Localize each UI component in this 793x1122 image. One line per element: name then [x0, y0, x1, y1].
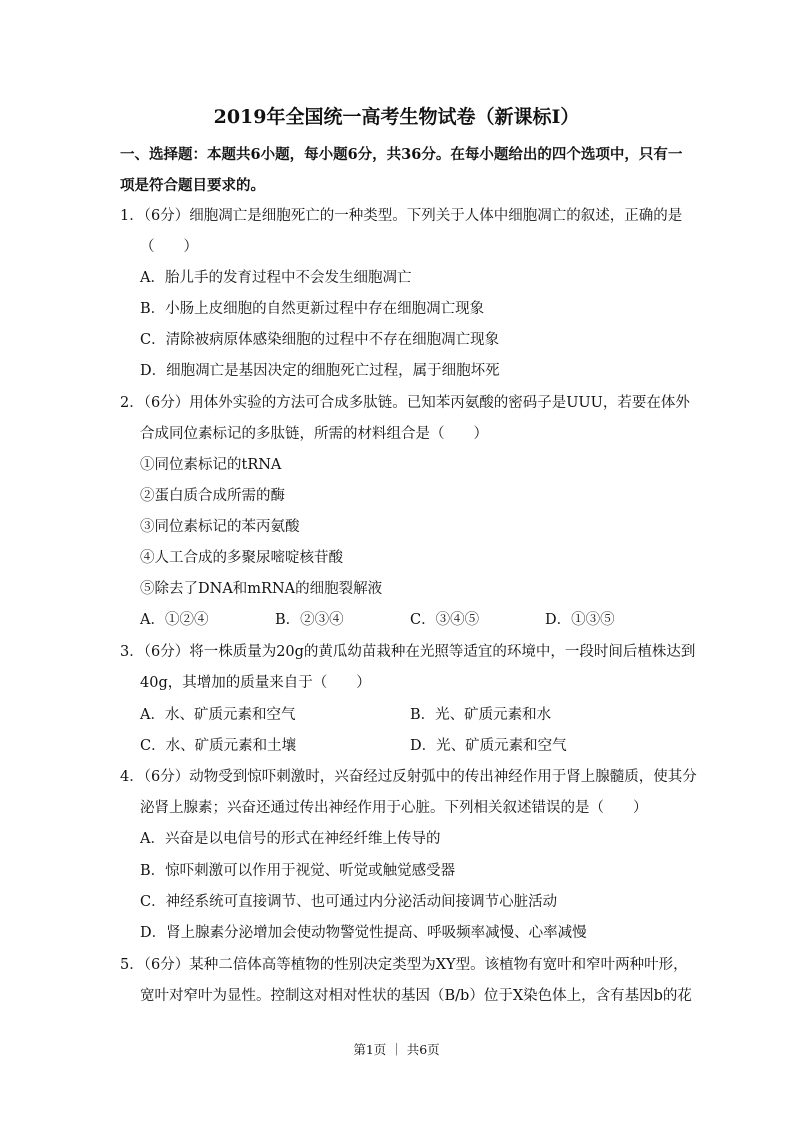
section-heading-line-2: 项是符合题目要求的。 — [120, 177, 265, 194]
page-footer: 第1页 ｜ 共6页 — [353, 1042, 440, 1057]
q4-option-d: D．肾上腺素分泌增加会使动物警觉性提高、呼吸频率减慢、心率减慢 — [140, 925, 587, 941]
q1-stem-line-2: （ ） — [140, 239, 198, 255]
q2-item-2: ②蛋白质合成所需的酶 — [140, 488, 285, 504]
page-title: 2019年全国统一高考生物试卷（新课标Ⅰ） — [213, 106, 580, 128]
q1-option-a: A．胎儿手的发育过程中不会发生细胞凋亡 — [140, 270, 412, 286]
q3-option-a: A．水、矿质元素和空气 — [140, 707, 296, 723]
q2-option-b: B．②③④ — [275, 612, 344, 628]
q5-stem-line-1: 5．（6分）某种二倍体高等植物的性别决定类型为XY型。该植物有宽叶和窄叶两种叶形， — [120, 957, 688, 973]
q1-option-b: B．小肠上皮细胞的自然更新过程中存在细胞凋亡现象 — [140, 301, 485, 317]
q1-option-c: C．清除被病原体感染细胞的过程中不存在细胞凋亡现象 — [140, 332, 500, 348]
q4-option-a: A．兴奋是以电信号的形式在神经纤维上传导的 — [140, 831, 441, 847]
q4-stem-line-2: 泌肾上腺素；兴奋还通过传出神经作用于心脏。下列相关叙述错误的是（ ） — [140, 800, 648, 816]
q2-item-4: ④人工合成的多聚尿嘧啶核苷酸 — [140, 550, 343, 566]
q4-stem-line-1: 4．（6分）动物受到惊吓刺激时，兴奋经过反射弧中的传出神经作用于肾上腺髓质，使其分 — [120, 769, 697, 785]
q5-stem-line-2: 宽叶对窄叶为显性。控制这对相对性状的基因（B/b）位于X染色体上，含有基因b的花 — [140, 988, 692, 1004]
q2-option-d: D．①③⑤ — [545, 612, 615, 628]
q2-item-5: ⑤除去了DNA和mRNA的细胞裂解液 — [140, 581, 383, 597]
q2-item-1: ①同位素标记的tRNA — [140, 457, 282, 473]
q3-option-d: D．光、矿质元素和空气 — [410, 738, 567, 754]
q2-option-c: C．③④⑤ — [410, 612, 480, 628]
q3-option-b: B．光、矿质元素和水 — [410, 707, 552, 723]
q2-option-a: A．①②④ — [140, 612, 209, 628]
q3-stem-line-1: 3．（6分）将一株质量为20g的黄瓜幼苗栽种在光照等适宜的环境中，一段时间后植株达到 — [120, 644, 696, 660]
q4-option-b: B．惊吓刺激可以作用于视觉、听觉或触觉感受器 — [140, 863, 456, 879]
section-heading-line-1: 一、选择题：本题共6小题，每小题6分，共36分。在每小题给出的四个选项中，只有一 — [120, 146, 683, 163]
q1-stem-line-1: 1．（6分）细胞凋亡是细胞死亡的一种类型。下列关于人体中细胞凋亡的叙述，正确的是 — [120, 208, 683, 224]
q1-option-d: D．细胞凋亡是基因决定的细胞死亡过程，属于细胞坏死 — [140, 363, 500, 379]
q3-option-c: C．水、矿质元素和土壤 — [140, 738, 297, 754]
q4-option-c: C．神经系统可直接调节、也可通过内分泌活动间接调节心脏活动 — [140, 894, 558, 910]
q2-item-3: ③同位素标记的苯丙氨酸 — [140, 519, 300, 535]
q3-stem-line-2: 40g，其增加的质量来自于（ ） — [140, 675, 371, 691]
q2-stem-line-1: 2．（6分）用体外实验的方法可合成多肽链。已知苯丙氨酸的密码子是UUU，若要在体外 — [120, 395, 690, 411]
q2-stem-line-2: 合成同位素标记的多肽链，所需的材料组合是（ ） — [140, 426, 488, 442]
